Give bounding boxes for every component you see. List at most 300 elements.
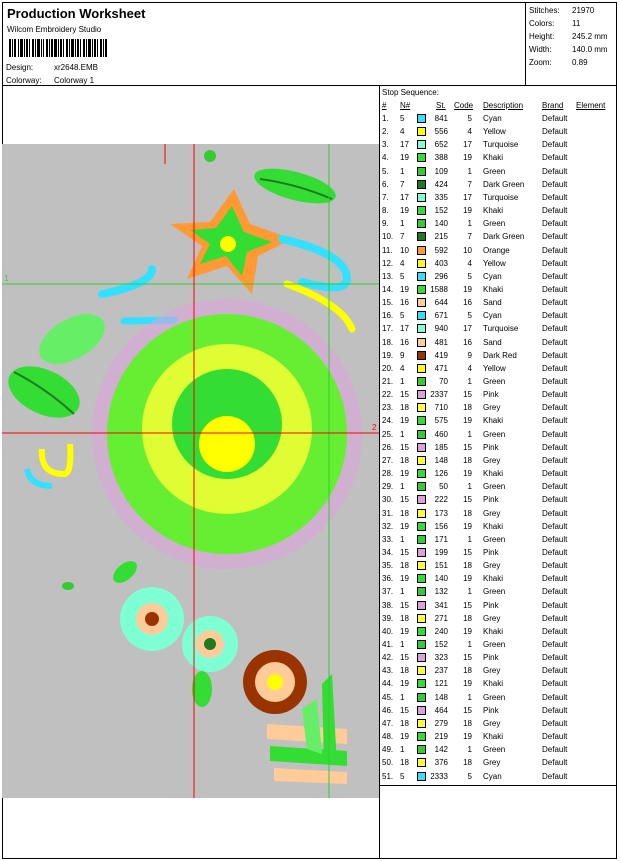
row-num: 13. (382, 271, 394, 281)
row-brand: Default (542, 232, 568, 242)
leaf-left-upper (31, 304, 113, 375)
row-stitches: 403 (434, 258, 448, 268)
small-leaf-a (109, 557, 141, 587)
row-brand: Default (542, 429, 568, 439)
row-num: 7. (382, 192, 389, 202)
row-num: 30. (382, 495, 394, 505)
row-needle: 1 (400, 377, 405, 386)
row-needle: 18 (400, 561, 409, 571)
color-swatch (417, 772, 426, 781)
row-code: 15 (463, 495, 472, 505)
row-code: 15 (463, 600, 472, 610)
row-description: Khaki (483, 679, 504, 689)
row-num: 44. (382, 679, 394, 689)
colorway-line (6, 76, 94, 85)
small-leaf-b (192, 671, 212, 707)
row-brand: Default (542, 495, 568, 505)
row-description: Khaki (483, 574, 504, 584)
row-needle: 18 (400, 758, 409, 768)
color-swatch (417, 324, 426, 333)
row-code: 5 (467, 771, 472, 781)
color-swatch (417, 219, 426, 228)
row-needle: 18 (400, 455, 409, 465)
row-code: 19 (463, 469, 472, 479)
cyan-swirl-mid (102, 269, 152, 294)
row-needle: 10 (400, 245, 409, 255)
col-code: Code (454, 101, 474, 110)
row-code: 18 (463, 666, 472, 676)
row-num: 21. (382, 377, 394, 386)
cyan-swirl-right (282, 239, 347, 287)
row-brand: Default (542, 442, 568, 452)
color-swatch (417, 509, 426, 518)
row-needle: 15 (400, 600, 409, 610)
stat-value: 140.0 mm (572, 45, 608, 54)
row-needle: 1 (400, 219, 405, 229)
bud-dot (204, 150, 216, 162)
stop-sequence-title: Stop Sequence: (382, 88, 439, 97)
row-description: Green (483, 482, 506, 492)
stop-sequence-row (380, 415, 616, 428)
row-stitches: 148 (434, 692, 448, 702)
row-brand: Default (542, 337, 568, 347)
stat-width (529, 45, 608, 54)
row-stitches: 341 (434, 600, 448, 610)
row-needle: 5 (400, 271, 405, 281)
row-num: 29. (382, 482, 394, 492)
color-swatch (417, 522, 426, 531)
row-stitches: 460 (434, 429, 448, 439)
row-brand: Default (542, 705, 568, 715)
stop-sequence-row (380, 310, 616, 323)
row-stitches: 156 (434, 521, 448, 531)
row-stitches: 151 (434, 561, 448, 571)
row-brand: Default (542, 350, 568, 360)
row-code: 19 (463, 206, 472, 216)
stop-sequence-row (380, 402, 616, 415)
row-description: Grey (483, 758, 501, 768)
row-code: 17 (463, 140, 472, 150)
row-num: 48. (382, 732, 394, 742)
row-description: Dark Red (483, 350, 517, 360)
row-description: Pink (483, 547, 499, 557)
row-brand: Default (542, 745, 568, 755)
color-swatch (417, 127, 426, 136)
row-brand: Default (542, 284, 568, 294)
row-num: 25. (382, 429, 394, 439)
row-brand: Default (542, 311, 568, 321)
row-description: Green (483, 534, 506, 544)
stop-sequence-row (380, 455, 616, 468)
row-brand: Default (542, 245, 568, 255)
color-swatch (417, 416, 426, 425)
row-stitches: 464 (434, 705, 448, 715)
row-needle: 1 (400, 534, 405, 544)
row-code: 15 (463, 653, 472, 663)
stop-sequence-row (380, 678, 616, 691)
row-description: Grey (483, 613, 501, 623)
stat-label: Width: (529, 45, 552, 54)
colorway-value: Colorway 1 (54, 76, 95, 85)
row-code: 1 (467, 482, 472, 492)
stop-sequence-row (380, 350, 616, 363)
row-code: 15 (463, 705, 472, 715)
stat-label: Height: (529, 32, 555, 41)
color-swatch (417, 206, 426, 215)
row-num: 18. (382, 337, 394, 347)
row-code: 17 (463, 192, 472, 202)
row-brand: Default (542, 640, 568, 649)
row-needle: 18 (400, 666, 409, 676)
row-brand: Default (542, 718, 568, 728)
software-name: Wilcom Embroidery Studio (7, 25, 102, 34)
row-needle: 19 (400, 574, 409, 584)
row-needle: 19 (400, 679, 409, 689)
design-line (6, 63, 98, 72)
row-description: Grey (483, 718, 501, 728)
row-code: 10 (463, 245, 472, 255)
row-description: Grey (483, 666, 501, 676)
color-swatch (417, 153, 426, 162)
row-needle: 15 (400, 705, 409, 715)
color-swatch (417, 193, 426, 202)
stop-sequence-row (380, 297, 616, 310)
row-code: 19 (463, 416, 472, 426)
row-stitches: 481 (434, 337, 448, 347)
row-num: 45. (382, 692, 394, 702)
color-swatch (417, 390, 426, 399)
row-brand: Default (542, 679, 568, 689)
row-brand: Default (542, 600, 568, 610)
row-description: Orange (483, 245, 510, 255)
row-brand: Default (542, 324, 568, 334)
col-description: Description (483, 101, 524, 110)
stop-sequence-row (380, 600, 616, 613)
color-swatch (417, 640, 426, 649)
stop-sequence-row (380, 534, 616, 547)
stop-sequence-row (380, 271, 616, 284)
row-num: 24. (382, 416, 394, 426)
color-swatch (417, 311, 426, 320)
row-brand: Default (542, 732, 568, 742)
row-brand: Default (542, 469, 568, 479)
stop-sequence-row (380, 573, 616, 586)
col-n: N# (400, 101, 411, 110)
row-stitches: 279 (434, 718, 448, 728)
row-description: Cyan (483, 771, 502, 781)
row-num: 8. (382, 206, 389, 216)
stop-sequence-row (380, 376, 616, 389)
stop-sequence-row (380, 323, 616, 336)
small-leaf-dot (62, 582, 74, 590)
row-description: Grey (483, 403, 501, 413)
stop-sequence-row (380, 586, 616, 599)
stop-sequence-row (380, 639, 616, 652)
row-needle: 19 (400, 284, 409, 294)
color-swatch (417, 272, 426, 281)
row-description: Green (483, 640, 506, 649)
color-swatch (417, 574, 426, 583)
row-code: 18 (463, 403, 472, 413)
row-description: Turquoise (483, 140, 519, 150)
row-stitches: 126 (434, 469, 448, 479)
row-brand: Default (542, 653, 568, 663)
row-needle: 16 (400, 298, 409, 308)
row-brand: Default (542, 547, 568, 557)
row-description: Yellow (483, 363, 506, 373)
color-swatch (417, 443, 426, 452)
stop-sequence-row (380, 389, 616, 402)
row-code: 1 (467, 429, 472, 439)
row-stitches: 70 (439, 377, 448, 386)
row-brand: Default (542, 219, 568, 229)
stop-sequence-row (380, 166, 616, 179)
row-code: 4 (467, 363, 472, 373)
row-description: Green (483, 745, 506, 755)
color-swatch (417, 548, 426, 557)
row-brand: Default (542, 508, 568, 518)
row-stitches: 2337 (430, 390, 448, 400)
stop-sequence-row (380, 429, 616, 442)
color-swatch (417, 719, 426, 728)
stop-sequence-row (380, 494, 616, 507)
row-code: 1 (467, 166, 472, 176)
row-description: Sand (483, 298, 502, 308)
row-num: 31. (382, 508, 394, 518)
color-swatch (417, 167, 426, 176)
row-stitches: 592 (434, 245, 448, 255)
row-stitches: 148 (434, 455, 448, 465)
color-swatch (417, 758, 426, 767)
row-num: 3. (382, 140, 389, 150)
row-brand: Default (542, 758, 568, 768)
row-brand: Default (542, 127, 568, 137)
row-description: Green (483, 587, 506, 597)
stop-sequence-row (380, 757, 616, 770)
row-needle: 1 (400, 692, 405, 702)
row-needle: 1 (400, 166, 405, 176)
row-needle: 9 (400, 350, 405, 360)
stop-sequence-row (380, 139, 616, 152)
row-code: 18 (463, 758, 472, 768)
col-num: # (382, 101, 387, 110)
row-brand: Default (542, 561, 568, 571)
row-stitches: 171 (434, 534, 448, 544)
row-stitches: 140 (434, 219, 448, 229)
worksheet-header (3, 3, 526, 86)
row-num: 4. (382, 153, 389, 163)
color-swatch (417, 246, 426, 255)
design-preview-canvas (2, 144, 379, 798)
row-brand: Default (542, 390, 568, 400)
row-stitches: 185 (434, 442, 448, 452)
stop-sequence-row (380, 481, 616, 494)
row-needle: 7 (400, 179, 405, 189)
leaf-left-lower (2, 356, 88, 428)
embroidery-design-image (2, 144, 379, 798)
row-stitches: 271 (434, 613, 448, 623)
stats-panel (526, 3, 616, 86)
row-brand: Default (542, 666, 568, 676)
col-brand: Brand (542, 101, 564, 110)
stop-sequence-row (380, 245, 616, 258)
stop-sequence-row (380, 652, 616, 665)
stat-value: 21970 (572, 6, 595, 15)
row-needle: 15 (400, 653, 409, 663)
row-brand: Default (542, 258, 568, 268)
color-swatch (417, 693, 426, 702)
row-description: Cyan (483, 114, 502, 123)
row-code: 1 (467, 534, 472, 544)
row-brand: Default (542, 626, 568, 636)
row-needle: 17 (400, 140, 409, 150)
stop-sequence-row (380, 179, 616, 192)
stop-sequence-row (380, 152, 616, 165)
row-brand: Default (542, 179, 568, 189)
row-code: 18 (463, 718, 472, 728)
row-brand: Default (542, 140, 568, 150)
row-code: 15 (463, 390, 472, 400)
small-flower-a-core (145, 612, 159, 626)
row-description: Khaki (483, 153, 504, 163)
row-num: 5. (382, 166, 389, 176)
row-needle: 15 (400, 495, 409, 505)
row-brand: Default (542, 482, 568, 492)
row-code: 5 (467, 271, 472, 281)
row-description: Pink (483, 495, 499, 505)
row-needle: 16 (400, 337, 409, 347)
row-num: 47. (382, 718, 394, 728)
row-stitches: 376 (434, 758, 448, 768)
row-needle: 1 (400, 482, 405, 492)
stat-label: Stitches: (529, 6, 560, 15)
row-code: 15 (463, 547, 472, 557)
stop-sequence-row (380, 731, 616, 744)
row-description: Cyan (483, 311, 502, 321)
barcode-image (9, 39, 107, 57)
color-swatch (417, 351, 426, 360)
row-needle: 18 (400, 508, 409, 518)
row-num: 23. (382, 403, 394, 413)
row-needle: 17 (400, 192, 409, 202)
row-stitches: 132 (434, 587, 448, 597)
color-swatch (417, 285, 426, 294)
row-code: 19 (463, 732, 472, 742)
row-num: 20. (382, 363, 394, 373)
row-stitches: 2333 (430, 771, 448, 781)
row-num: 14. (382, 284, 394, 294)
row-stitches: 296 (434, 271, 448, 281)
row-num: 41. (382, 640, 394, 649)
stop-sequence-row (380, 547, 616, 560)
color-swatch (417, 601, 426, 610)
row-description: Khaki (483, 469, 504, 479)
stop-sequence-header (380, 101, 616, 111)
row-stitches: 142 (434, 745, 448, 755)
row-code: 16 (463, 337, 472, 347)
stop-sequence-row (380, 626, 616, 639)
row-num: 33. (382, 534, 394, 544)
row-brand: Default (542, 166, 568, 176)
row-brand: Default (542, 114, 568, 123)
row-num: 42. (382, 653, 394, 663)
row-code: 18 (463, 613, 472, 623)
col-st: St. (436, 101, 446, 110)
stop-sequence-row (380, 442, 616, 455)
row-needle: 4 (400, 363, 405, 373)
row-code: 9 (467, 350, 472, 360)
stop-sequence-row (380, 284, 616, 297)
row-brand: Default (542, 192, 568, 202)
row-code: 5 (467, 311, 472, 321)
row-needle: 19 (400, 732, 409, 742)
stat-label: Zoom: (529, 58, 552, 67)
color-swatch (417, 482, 426, 491)
sand-stripe-2 (274, 768, 347, 784)
row-needle: 18 (400, 613, 409, 623)
row-num: 16. (382, 311, 394, 321)
color-swatch (417, 377, 426, 386)
stat-value: 245.2 mm (572, 32, 608, 41)
row-num: 38. (382, 600, 394, 610)
brown-flower-core (267, 674, 283, 690)
row-stitches: 121 (434, 679, 448, 689)
row-code: 1 (467, 640, 472, 649)
row-stitches: 419 (434, 350, 448, 360)
color-swatch (417, 259, 426, 268)
stop-sequence-row (380, 613, 616, 626)
row-stitches: 556 (434, 127, 448, 137)
design-value: xr2648.EMB (54, 63, 99, 72)
stop-sequence-row (380, 218, 616, 231)
row-needle: 1 (400, 745, 405, 755)
row-stitches: 323 (434, 653, 448, 663)
row-description: Dark Green (483, 232, 525, 242)
row-code: 18 (463, 561, 472, 571)
row-stitches: 173 (434, 508, 448, 518)
row-num: 22. (382, 390, 394, 400)
row-code: 19 (463, 679, 472, 689)
stop-sequence-row (380, 205, 616, 218)
color-swatch (417, 706, 426, 715)
row-code: 1 (467, 219, 472, 229)
color-swatch (417, 338, 426, 347)
row-num: 6. (382, 179, 389, 189)
row-code: 17 (463, 324, 472, 334)
row-description: Khaki (483, 626, 504, 636)
row-needle: 1 (400, 640, 405, 649)
row-needle: 19 (400, 416, 409, 426)
row-description: Grey (483, 561, 501, 571)
row-stitches: 841 (434, 114, 448, 123)
stat-zoom (529, 58, 588, 67)
row-needle: 1 (400, 429, 405, 439)
color-swatch (417, 403, 426, 412)
row-description: Yellow (483, 258, 506, 268)
row-num: 1. (382, 114, 389, 123)
row-code: 19 (463, 626, 472, 636)
row-description: Grey (483, 455, 501, 465)
row-num: 49. (382, 745, 394, 755)
row-code: 7 (467, 179, 472, 189)
stop-sequence-row (380, 126, 616, 139)
row-brand: Default (542, 521, 568, 531)
stop-sequence-row (380, 258, 616, 271)
orange-flower-core (220, 236, 236, 252)
color-swatch (417, 456, 426, 465)
row-code: 4 (467, 127, 472, 137)
row-needle: 7 (400, 232, 405, 242)
